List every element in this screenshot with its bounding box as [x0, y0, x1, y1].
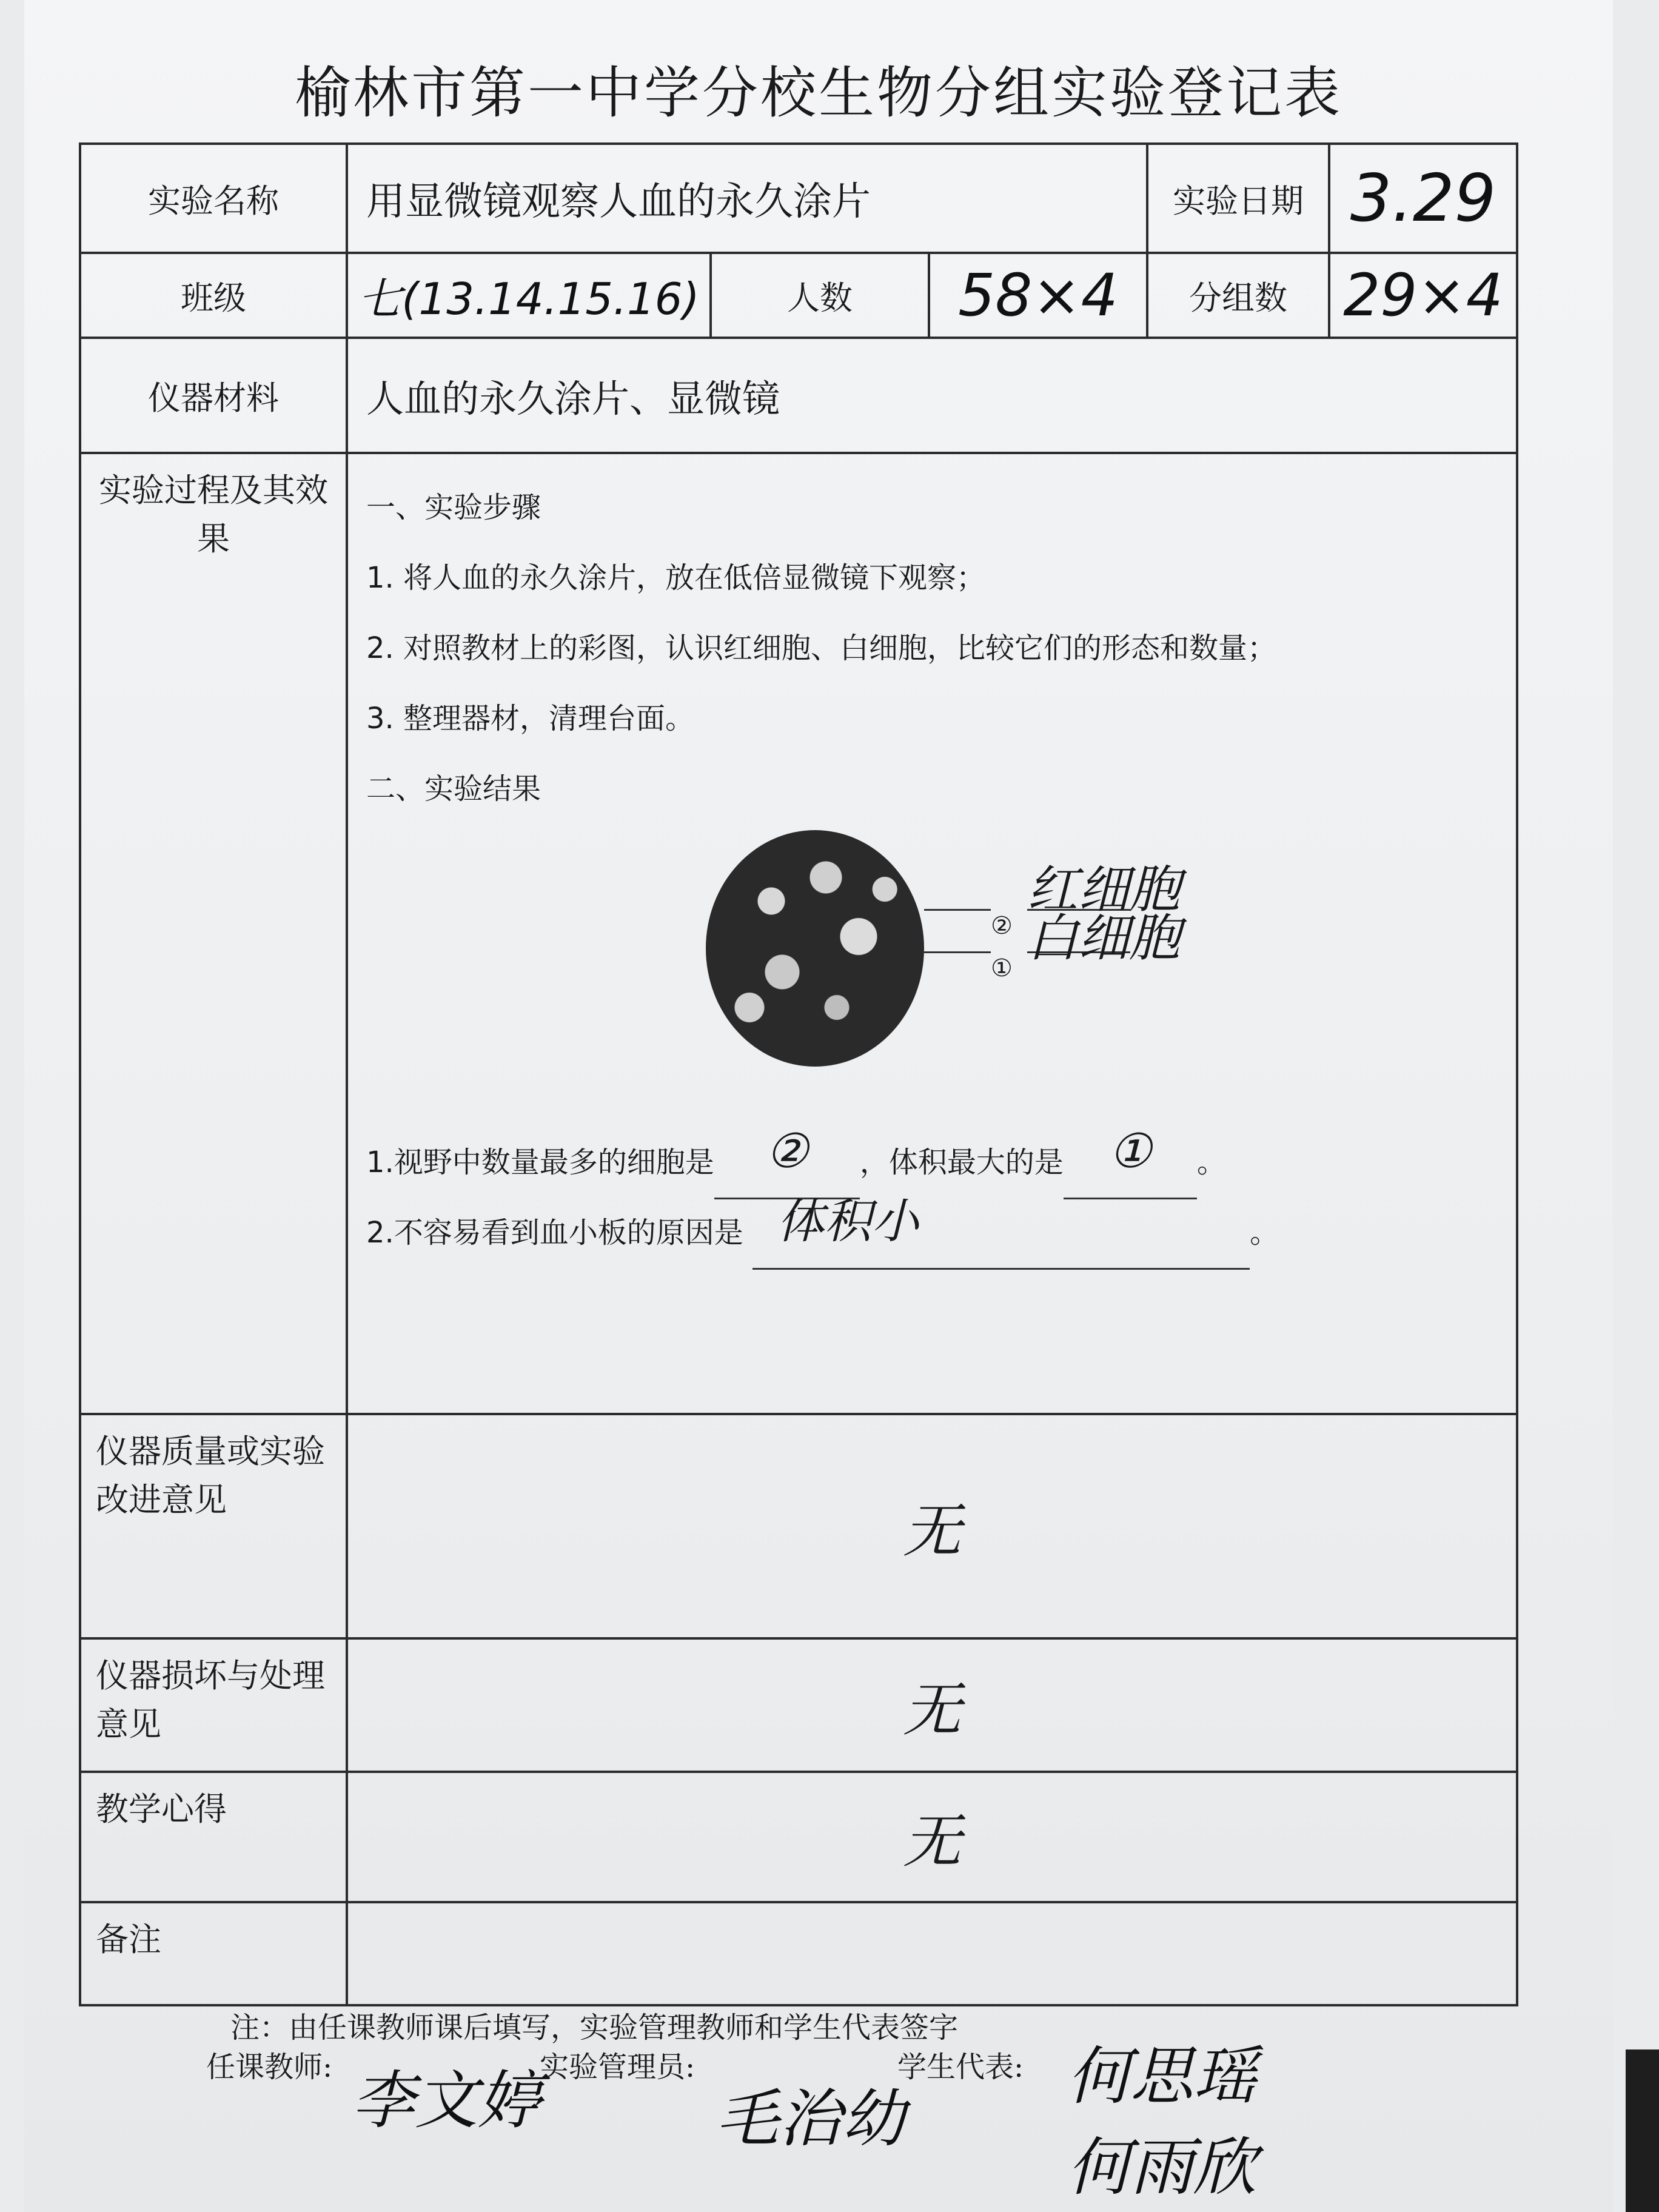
- value-materials: 人血的永久涂片、显微镜: [347, 338, 1517, 453]
- student-signature-1: 何思瑶: [1067, 2039, 1257, 2113]
- process-cell: [347, 453, 1517, 1414]
- value-class: 七(13.14.15.16): [347, 253, 711, 338]
- question-1: [366, 1121, 1498, 1191]
- value-teaching: 无: [347, 1772, 1517, 1902]
- label-experiment-date: 实验日期: [1147, 144, 1329, 253]
- q1-end: 。: [1196, 1145, 1226, 1179]
- question-2: [366, 1191, 1498, 1262]
- value-damage: 无: [347, 1638, 1517, 1772]
- leader-line-2: [924, 909, 991, 911]
- label-materials: 仪器材料: [80, 338, 347, 453]
- form-title: 榆林市第一中学分校生物分组实验登记表: [294, 61, 1342, 126]
- blood-smear-figure: [366, 830, 1498, 1085]
- paper-sheet: [24, 0, 1613, 2212]
- q1-blank-2: [1064, 1121, 1197, 1199]
- student-signature-2: 何雨欣: [1067, 2130, 1257, 2204]
- teacher-label: 任课教师:: [206, 2050, 333, 2084]
- results-heading: 二、实验结果: [366, 772, 541, 806]
- label-experiment-name: 实验名称: [80, 144, 347, 253]
- value-experiment-date: 3.29: [1329, 144, 1517, 253]
- background-edge: [1626, 2049, 1659, 2212]
- q1-blank-1: [714, 1121, 860, 1199]
- step-2: 2. 对照教材上的彩图，认识红细胞、白细胞，比较它们的形态和数量；: [366, 631, 1277, 665]
- q2-answer: 体积小: [777, 1195, 919, 1249]
- label-quality: 仪器质量或实验改进意见: [80, 1414, 347, 1638]
- value-people: 58×4: [929, 253, 1147, 338]
- manager-signature: 毛治幼: [716, 2082, 905, 2156]
- microscope-view-image: [706, 830, 924, 1067]
- marker-2: ②: [991, 912, 1013, 940]
- value-groups: 29×4: [1329, 253, 1517, 338]
- marker-1: ①: [991, 954, 1013, 982]
- footer-note: 注：由任课教师课后填写，实验管理教师和学生代表签字: [230, 2011, 959, 2045]
- q2-end: 。: [1250, 1216, 1279, 1250]
- steps-heading: 一、实验步骤: [366, 491, 541, 525]
- q1-mid: ，体积最大的是: [859, 1145, 1064, 1179]
- label-white-cell: 白细胞: [1027, 908, 1181, 968]
- label-groups: 分组数: [1147, 253, 1329, 338]
- label-red-cell: 红细胞: [1027, 860, 1181, 919]
- value-remarks: [347, 1902, 1517, 2005]
- label-remarks: 备注: [80, 1902, 347, 2005]
- q1-answer-2: ①: [1108, 1124, 1151, 1179]
- value-experiment-name: 用显微镜观察人血的永久涂片: [347, 144, 1147, 253]
- manager-label: 实验管理员:: [540, 2050, 695, 2084]
- label-class: 班级: [80, 253, 347, 338]
- step-1: 1. 将人血的永久涂片，放在低倍显微镜下观察；: [366, 561, 986, 595]
- label-teaching: 教学心得: [80, 1772, 347, 1902]
- q2-prefix: 2.不容易看到血小板的原因是: [366, 1216, 743, 1250]
- leader-line-1: [924, 951, 991, 953]
- label-damage: 仪器损坏与处理意见: [80, 1638, 347, 1772]
- teacher-signature: 李文婷: [352, 2063, 541, 2137]
- step-3: 3. 整理器材，清理台面。: [366, 702, 695, 736]
- value-quality: 无: [347, 1414, 1517, 1638]
- registration-form: [79, 142, 1518, 2006]
- q1-prefix: 1.视野中数量最多的细胞是: [366, 1145, 714, 1179]
- label-people: 人数: [711, 253, 929, 338]
- q2-blank: [752, 1191, 1250, 1270]
- q1-answer-1: ②: [765, 1124, 808, 1179]
- label-process: 实验过程及其效果: [80, 453, 347, 1414]
- student-label: 学生代表:: [897, 2050, 1024, 2084]
